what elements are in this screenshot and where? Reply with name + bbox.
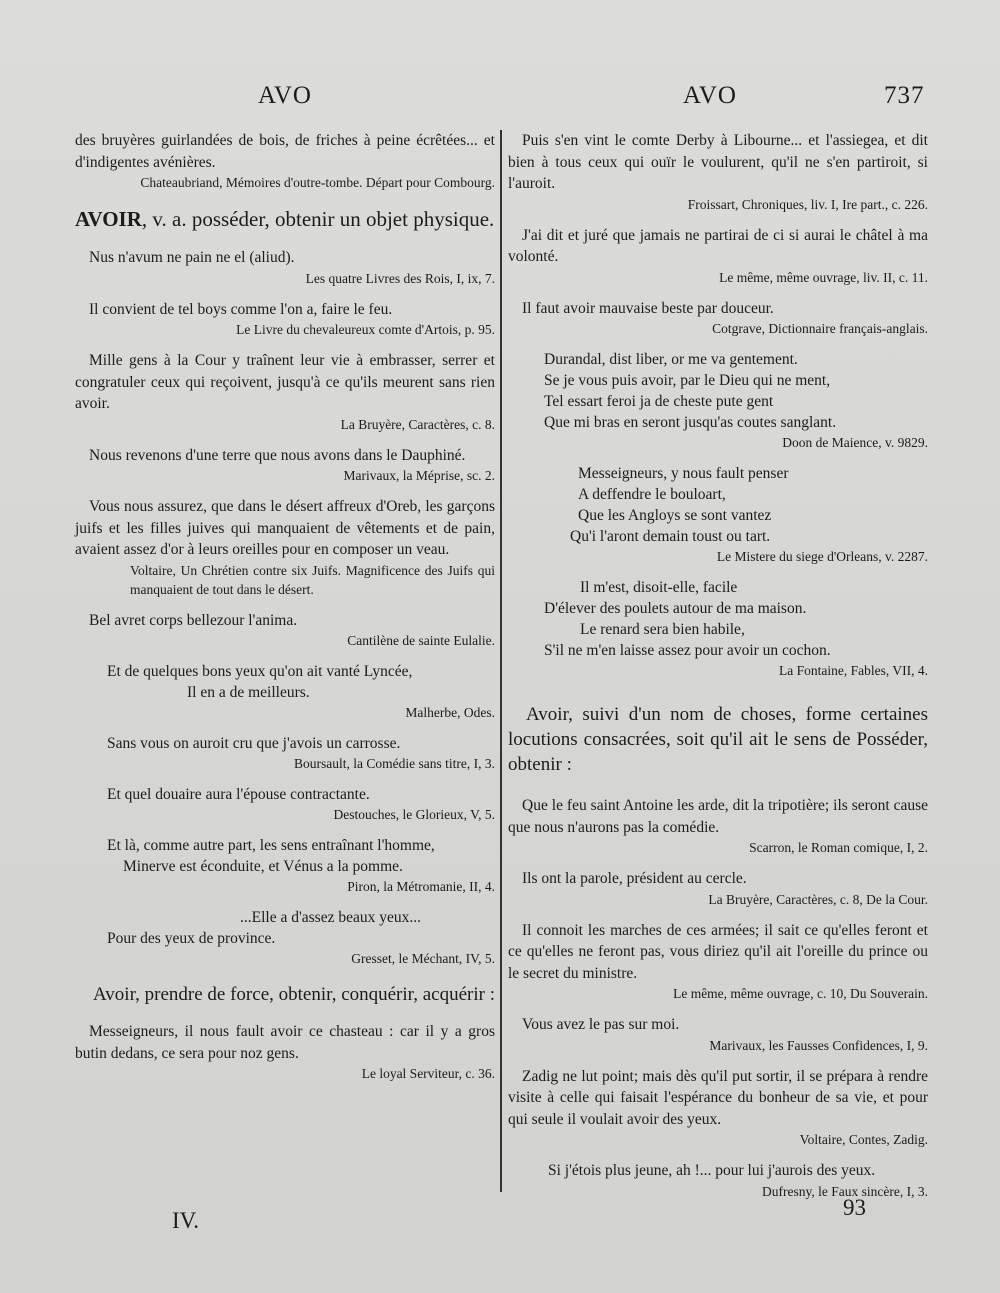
citation: Voltaire, Un Chrétien contre six Juifs. Magnificence des Juifs qui manquaient de tout dans le désert.: [130, 562, 495, 597]
citation: Chateaubriand, Mémoires d'outre-tombe. Départ pour Combourg.: [140, 175, 495, 190]
quote-text: Nus n'avum ne pain ne el (aliud).: [89, 249, 295, 266]
verse-line: Le renard sera bien habile,: [580, 621, 745, 638]
citation: Piron, la Métromanie, II, 4.: [347, 879, 495, 894]
citation: Gresset, le Méchant, IV, 5.: [351, 951, 495, 966]
quote-text: Messeigneurs, il nous fault avoir ce chasteau : car il y a gros butin dedans, ce sera pour noz gens.: [75, 1023, 495, 1062]
quote-text: Il convient de tel boys comme l'on a, faire le feu.: [89, 300, 393, 318]
verse-line: Il m'est, disoit-elle, facile: [580, 579, 738, 596]
column-divider: [500, 130, 502, 1192]
signature-mark-left: IV.: [172, 1208, 200, 1233]
quote-text: des bruyères guirlandées de bois, de friches à peine écrêtées... et d'indigentes avénières.: [75, 132, 495, 171]
verse-line: Sans vous on auroit cru que j'avois un carrosse.: [107, 735, 401, 752]
quote-text: Nous revenons d'une terre que nous avons dans le Dauphiné.: [89, 446, 466, 464]
verse-line: S'il ne m'en laisse assez pour avoir un cochon.: [544, 642, 831, 659]
citation: Le Livre du chevaleureux comte d'Artois, p. 95.: [236, 322, 495, 337]
citation: Destouches, le Glorieux, V, 5.: [333, 807, 495, 822]
citation: Le même, même ouvrage, c. 10, Du Souverain.: [673, 986, 928, 1001]
citation: Scarron, le Roman comique, I, 2.: [749, 840, 928, 855]
signature-mark-right: 93: [843, 1195, 866, 1220]
citation: Froissart, Chroniques, liv. I, Ire part., c. 226.: [687, 196, 928, 212]
quote-text: Que le feu saint Antoine les arde, dit la tripotière; ils seront cause que nous n'aurons pas la comédie.: [508, 797, 928, 836]
quote-text: Il connoit les marches de ces armées; il sait ce qu'elles feront et ce qu'elles ne feront pas, vous diriez qu'il ait l'oreille du prince ou le secret du ministre.: [508, 921, 928, 982]
citation: Le loyal Serviteur, c. 36.: [361, 1066, 495, 1081]
citation: La Fontaine, Fables, VII, 4.: [779, 663, 928, 678]
quote-text: Vous avez le pas sur moi.: [522, 1016, 680, 1033]
citation: La Bruyère, Caractères, c. 8, De la Cour.: [708, 891, 928, 907]
quote-text: Zadig ne lut point; mais dès qu'il put sortir, il se prépara à rendre visite à celle qui faisait l'espérance du bonheur de sa vie, et pour qui seule il voulait avoir des yeux.: [508, 1067, 928, 1128]
citation: Marivaux, les Fausses Confidences, I, 9.: [709, 1037, 928, 1053]
quote-text: Bel avret corps bellezour l'anima.: [89, 611, 298, 629]
citation: Malherbe, Odes.: [405, 705, 495, 720]
verse-line: Durandal, dist liber, or me va gentement.: [544, 351, 798, 368]
right-column: [508, 130, 928, 1212]
quote-text: Si j'étois plus jeune, ah !... pour lui j'aurois des yeux.: [548, 1162, 876, 1179]
verse-line: Minerve est éconduite, et Vénus a la pomme.: [123, 858, 403, 875]
running-head-right: AVO: [683, 82, 737, 109]
headword: AVOIR: [75, 207, 142, 231]
left-column: [75, 130, 495, 1094]
verse-line: Que mi bras en seront jusqu'as coutes sanglant.: [544, 414, 837, 431]
verse-line: Et quel douaire aura l'épouse contractante.: [107, 786, 370, 803]
verse-line: Que les Angloys se sont vantez: [578, 507, 772, 524]
citation: Dufresny, le Faux sincère, I, 3.: [762, 1183, 928, 1199]
quote-text: Vous nous assurez, que dans le désert affreux d'Oreb, les garçons juifs et les filles juives qui manquaient de vêtements et de pain, avaient assez d'or à leurs oreilles pour en composer un veau.: [75, 498, 495, 558]
verse-line: Pour des yeux de province.: [107, 930, 276, 947]
verse-line: Se je vous puis avoir, par le Dieu qui ne ment,: [544, 372, 831, 389]
quote-text: Mille gens à la Cour y traînent leur vie à embrasser, serrer et congratuler ceux qui reçoivent, jusqu'à ce qu'ils meurent sans rien avoir.: [75, 352, 495, 412]
citation: Le même, même ouvrage, liv. II, c. 11.: [719, 269, 928, 285]
quote-text: Puis s'en vint le comte Derby à Libourne... et l'assiegea, et dit bien à tous ceux qui ouïr le voulurent, qu'il ne s'en partiroit, si l'auroit.: [508, 132, 928, 192]
quote-text: Il faut avoir mauvaise beste par douceur.: [522, 299, 774, 317]
verse-line: Tel essart feroi ja de cheste pute gent: [544, 393, 774, 410]
quote-text: Ils ont la parole, président au cercle.: [522, 870, 747, 887]
citation: Doon de Maience, v. 9829.: [782, 435, 928, 450]
citation: Cantilène de sainte Eulalie.: [347, 633, 495, 648]
subheading: Avoir, suivi d'un nom de choses, forme certaines locutions consacrées, soit qu'il ait le sens de Posséder, obtenir :: [508, 704, 928, 775]
citation: Les quatre Livres des Rois, I, ix, 7.: [305, 270, 495, 286]
verse-line: Messeigneurs, y nous fault penser: [578, 465, 789, 482]
verse-line: Et là, comme autre part, les sens entraînant l'homme,: [107, 837, 435, 854]
citation: La Bruyère, Caractères, c. 8.: [340, 416, 495, 432]
citation: Le Mistere du siege d'Orleans, v. 2287.: [716, 549, 928, 564]
verse-line: D'élever des poulets autour de ma maison.: [544, 600, 807, 617]
verse-line: A deffendre le bouloart,: [578, 486, 726, 503]
quote-text: J'ai dit et juré que jamais ne partirai de ci si aurai le châtel à ma volonté.: [508, 226, 928, 265]
headword-definition: , v. a. posséder, obtenir un objet physique.: [141, 207, 495, 231]
verse-line: ...Elle a d'assez beaux yeux...: [240, 909, 421, 926]
headword-entry: [75, 206, 495, 233]
running-head-left: AVO: [258, 82, 312, 109]
citation: Voltaire, Contes, Zadig.: [799, 1132, 928, 1147]
citation: Marivaux, la Méprise, sc. 2.: [343, 468, 495, 483]
verse-line: Et de quelques bons yeux qu'on ait vanté Lyncée,: [107, 663, 413, 680]
verse-line: Qu'i l'aront demain toust ou tart.: [570, 528, 771, 545]
citation: Boursault, la Comédie sans titre, I, 3.: [294, 756, 495, 771]
verse-line: Il en a de meilleurs.: [187, 684, 310, 701]
citation: Cotgrave, Dictionnaire français-anglais.: [712, 321, 928, 336]
subheading: Avoir, prendre de force, obtenir, conquérir, acquérir :: [93, 984, 495, 1005]
page-number: 737: [884, 82, 925, 109]
